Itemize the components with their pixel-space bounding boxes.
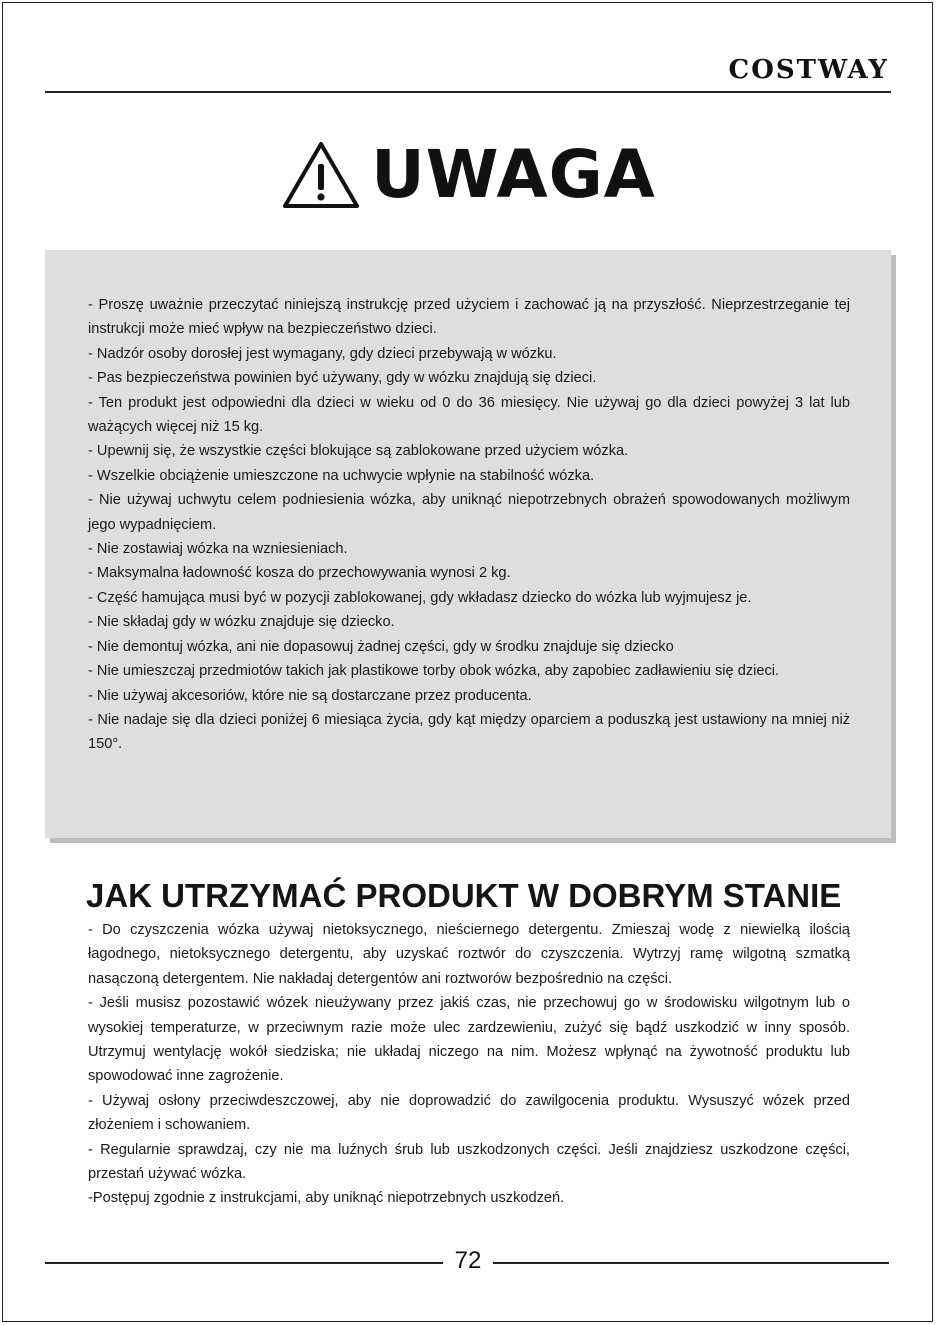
brand-logo: COSTWAY bbox=[728, 55, 889, 85]
warning-item: - Nadzór osoby dorosłej jest wymagany, gdy dzieci przebywają w wózku. bbox=[88, 345, 557, 362]
warning-item: - Pas bezpieczeństwa powinien być używany, gdy w wózku znajdują się dzieci. bbox=[88, 370, 597, 387]
warning-item: - Część hamująca musi być w pozycji zablokowanej, gdy wkładasz dziecko do wózka lub wyjmujesz je. bbox=[88, 589, 752, 606]
warning-item: - Nie umieszczaj przedmiotów takich jak plastikowe torby obok wózka, aby zapobiec zadławieniu się dzieci. bbox=[88, 663, 780, 680]
page-number: 72 bbox=[454, 1247, 482, 1274]
care-item: - Do czyszczenia wózka używaj nietoksycznego, nieściernego detergentu. Zmieszaj wodę z niewielką ilością łagodnego, nietoksycznego detergentu, aby uzyskać roztwór do czyszczenia. Wytrzyj ramę wilgotną szmatką nasączoną detergentem. Nie nakładaj detergentów ani roztworów bezpośrednio na części. bbox=[88, 922, 850, 987]
warning-item: - Nie demontuj wózka, ani nie dopasowuj żadnej części, gdy w środku znajduje się dziecko bbox=[88, 638, 674, 655]
warning-title: UWAGA bbox=[371, 136, 656, 213]
warning-item: - Upewnij się, że wszystkie części blokujące są zablokowane przed użyciem wózka. bbox=[88, 443, 629, 460]
warning-item: - Nie używaj akcesoriów, które nie są dostarczane przez producenta. bbox=[88, 687, 532, 704]
care-list bbox=[88, 918, 850, 1211]
warning-heading bbox=[0, 136, 937, 220]
footer-divider-left bbox=[45, 1262, 443, 1264]
warning-item: - Proszę uważnie przeczytać niniejszą instrukcję przed użyciem i zachować ją na przyszłość. Nieprzestrzeganie tej instrukcji może mieć wpływ na bezpieczeństwo dzieci. bbox=[88, 297, 850, 338]
warning-item: - Nie składaj gdy w wózku znajduje się dziecko. bbox=[88, 614, 395, 631]
warning-item: - Maksymalna ładowność kosza do przechowywania wynosi 2 kg. bbox=[88, 565, 511, 582]
care-section-title: JAK UTRZYMAĆ PRODUKT W DOBRYM STANIE bbox=[86, 877, 842, 914]
care-item: - Regularnie sprawdzaj, czy nie ma luźnych śrub lub uszkodzonych części. Jeśli znajdziesz uszkodzone części, przestań używać wózka. bbox=[88, 1141, 850, 1183]
header-divider bbox=[45, 91, 891, 93]
warning-item: - Nie używaj uchwytu celem podniesienia wózka, aby uniknąć niepotrzebnych obrażeń spowodowanych możliwym jego wypadnięciem. bbox=[88, 492, 850, 533]
care-item: - Używaj osłony przeciwdeszczowej, aby nie doprowadzić do zawilgocenia produktu. Wysuszyć wózek przed złożeniem i schowaniem. bbox=[88, 1092, 850, 1134]
care-item: -Postępuj zgodnie z instrukcjami, aby uniknąć niepotrzebnych uszkodzeń. bbox=[88, 1190, 565, 1207]
care-item: - Jeśli musisz pozostawić wózek nieużywany przez jakiś czas, nie przechowuj go w środowisku wilgotnym lub o wysokiej temperaturze, w przeciwnym razie może ulec zardzewieniu, zużyć się bądź uszkodzić w inny sposób. Utrzymuj wentylację wokół siedziska; nie układaj niczego na nim. Możesz wpłynąć na żywotność produktu lub spowodować inne zagrożenie. bbox=[88, 995, 850, 1085]
warning-list bbox=[88, 293, 850, 757]
footer-divider-right bbox=[493, 1262, 889, 1264]
warning-item: - Nie zostawiaj wózka na wzniesieniach. bbox=[88, 541, 348, 558]
warning-item: - Ten produkt jest odpowiedni dla dzieci w wieku od 0 do 36 miesięcy. Nie używaj go dla dzieci powyżej 3 lat lub ważących więcej niż 15 kg. bbox=[88, 394, 850, 436]
warning-item: - Wszelkie obciążenie umieszczone na uchwycie wpłynie na stabilność wózka. bbox=[88, 467, 595, 484]
warning-item: - Nie nadaje się dla dzieci poniżej 6 miesiąca życia, gdy kąt między oparciem a poduszką jest ustawiony na mniej niż 150°. bbox=[88, 711, 850, 753]
warning-triangle-icon bbox=[281, 140, 361, 210]
